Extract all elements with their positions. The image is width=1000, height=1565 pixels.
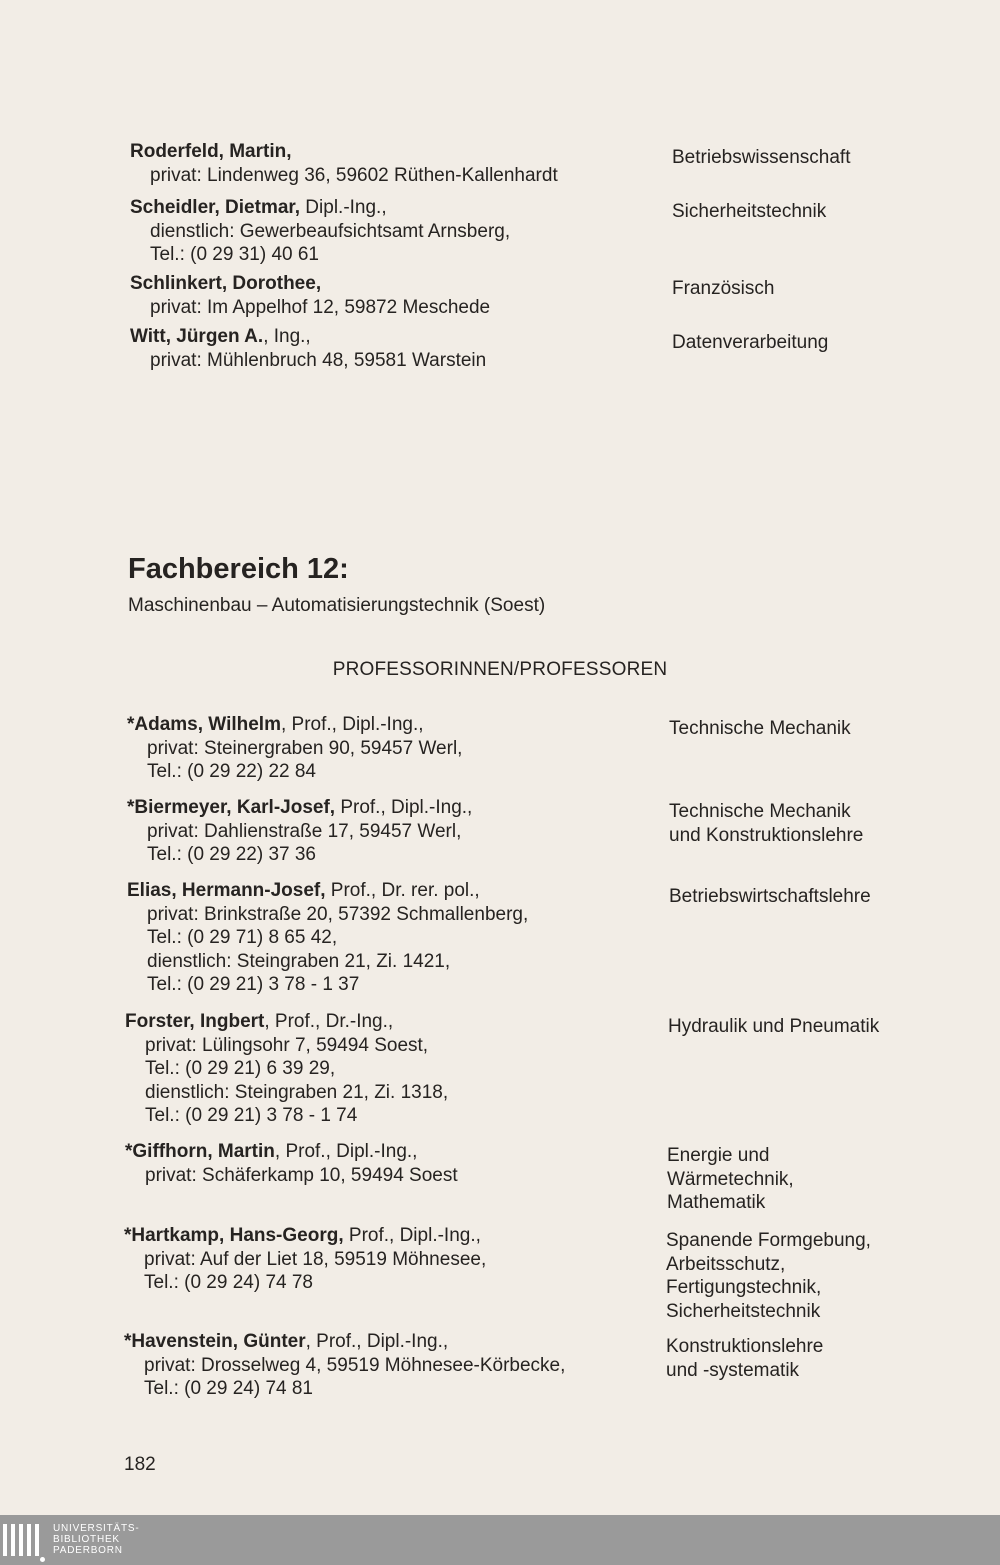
subject-witt: Datenverarbeitung (672, 332, 829, 353)
library-footer (0, 1515, 1000, 1565)
entry-name: *Biermeyer, Karl-Josef, (127, 797, 336, 818)
entry-name: Elias, Hermann-Josef, (127, 880, 326, 901)
entry-name: Schlinkert, Dorothee, (130, 273, 322, 294)
library-logo-icon (3, 1524, 47, 1562)
entry-detail: privat: Im Appelhof 12, 59872 Meschede (150, 296, 491, 318)
entry-detail: privat: Steinergraben 90, 59457 Werl, (147, 737, 463, 759)
entry-title: , Prof., Dr.-Ing., (264, 1011, 394, 1032)
entry-detail: Tel.: (0 29 24) 74 78 (144, 1272, 313, 1293)
entry-title: Prof., Dr. rer. pol., (325, 880, 480, 901)
entry-forster (125, 1010, 448, 1128)
entry-detail: Tel.: (0 29 31) 40 61 (150, 244, 319, 265)
section-subheading: Maschinenbau – Automatisierungstechnik (Soest) (128, 595, 546, 616)
subject-giffhorn: Energie und Wärmetechnik, Mathematik (667, 1145, 794, 1213)
entry-name: Scheidler, Dietmar, (130, 197, 301, 218)
subject-biermeyer: Technische Mechanik und Konstruktionslehre (669, 801, 864, 846)
entry-name: Forster, Ingbert (125, 1011, 265, 1032)
entry-witt (130, 325, 486, 372)
subject-elias: Betriebswirtschaftslehre (669, 886, 871, 907)
entry-adams (127, 713, 462, 784)
entry-detail: Tel.: (0 29 22) 22 84 (147, 761, 316, 782)
entry-detail: privat: Drosselweg 4, 59519 Möhnesee-Körbecke, (144, 1354, 566, 1376)
entry-detail: privat: Lülingsohr 7, 59494 Soest, (145, 1034, 429, 1056)
subject-forster: Hydraulik und Pneumatik (668, 1016, 880, 1037)
entry-detail: privat: Mühlenbruch 48, 59581 Warstein (150, 349, 487, 371)
entry-detail: dienstlich: Steingraben 21, Zi. 1421, (147, 950, 451, 972)
group-title: PROFESSORINNEN/PROFESSOREN (332, 659, 668, 680)
entry-detail: Tel.: (0 29 21) 3 78 - 1 37 (147, 974, 360, 995)
page-number: 182 (124, 1454, 156, 1475)
entry-title: , Prof., Dipl.-Ing., (280, 714, 424, 735)
entry-detail: privat: Brinkstraße 20, 57392 Schmallenberg, (147, 903, 529, 925)
subject-hartkamp: Spanende Formgebung, Arbeitsschutz, Fertigungstechnik, Sicherheitstechnik (666, 1230, 871, 1322)
entry-detail: Tel.: (0 29 21) 3 78 - 1 74 (145, 1105, 358, 1126)
subject-scheidler: Sicherheitstechnik (672, 201, 827, 222)
library-logo-text: UNIVERSITÄTS- BIBLIOTHEK PADERBORN (53, 1523, 140, 1556)
section-heading: Fachbereich 12: (128, 553, 349, 585)
entry-detail: Tel.: (0 29 21) 6 39 29, (145, 1058, 336, 1079)
subject-havenstein: Konstruktionslehre und -systematik (666, 1336, 824, 1381)
entry-hartkamp (124, 1224, 486, 1295)
subject-schlinkert: Französisch (672, 278, 775, 299)
entry-elias (127, 879, 528, 997)
entry-name: Witt, Jürgen A. (130, 326, 264, 347)
entry-name: *Giffhorn, Martin (125, 1141, 275, 1162)
entry-detail: Tel.: (0 29 22) 37 36 (147, 844, 316, 865)
entry-schlinkert (130, 272, 490, 319)
entry-roderfeld (130, 140, 558, 187)
entry-detail: privat: Schäferkamp 10, 59494 Soest (145, 1164, 458, 1186)
entry-title: Prof., Dipl.-Ing., (343, 1225, 481, 1246)
entry-title: , Prof., Dipl.-Ing., (305, 1331, 449, 1352)
subject-adams: Technische Mechanik (669, 718, 851, 739)
entry-name: *Hartkamp, Hans-Georg, (124, 1225, 344, 1246)
entry-detail: privat: Dahlienstraße 17, 59457 Werl, (147, 820, 462, 842)
entry-giffhorn (125, 1140, 458, 1187)
entry-name: Roderfeld, Martin, (130, 141, 292, 162)
entry-title: Prof., Dipl.-Ing., (335, 797, 473, 818)
entry-detail: dienstlich: Steingraben 21, Zi. 1318, (145, 1081, 449, 1103)
entry-title: , Prof., Dipl.-Ing., (274, 1141, 418, 1162)
entry-name: *Adams, Wilhelm (127, 714, 281, 735)
entry-detail: Tel.: (0 29 71) 8 65 42, (147, 927, 338, 948)
entry-detail: dienstlich: Gewerbeaufsichtsamt Arnsberg, (150, 220, 511, 242)
entry-havenstein (124, 1330, 565, 1401)
entry-detail: privat: Auf der Liet 18, 59519 Möhnesee, (144, 1248, 487, 1270)
entry-biermeyer (127, 796, 472, 867)
entry-detail: Tel.: (0 29 24) 74 81 (144, 1378, 313, 1399)
entry-name: *Havenstein, Günter (124, 1331, 306, 1352)
entry-title: Dipl.-Ing., (300, 197, 387, 218)
entry-title: , Ing., (263, 326, 311, 347)
subject-roderfeld: Betriebswissenschaft (672, 147, 851, 168)
entry-scheidler (130, 196, 510, 267)
entry-detail: privat: Lindenweg 36, 59602 Rüthen-Kallenhardt (150, 164, 558, 186)
